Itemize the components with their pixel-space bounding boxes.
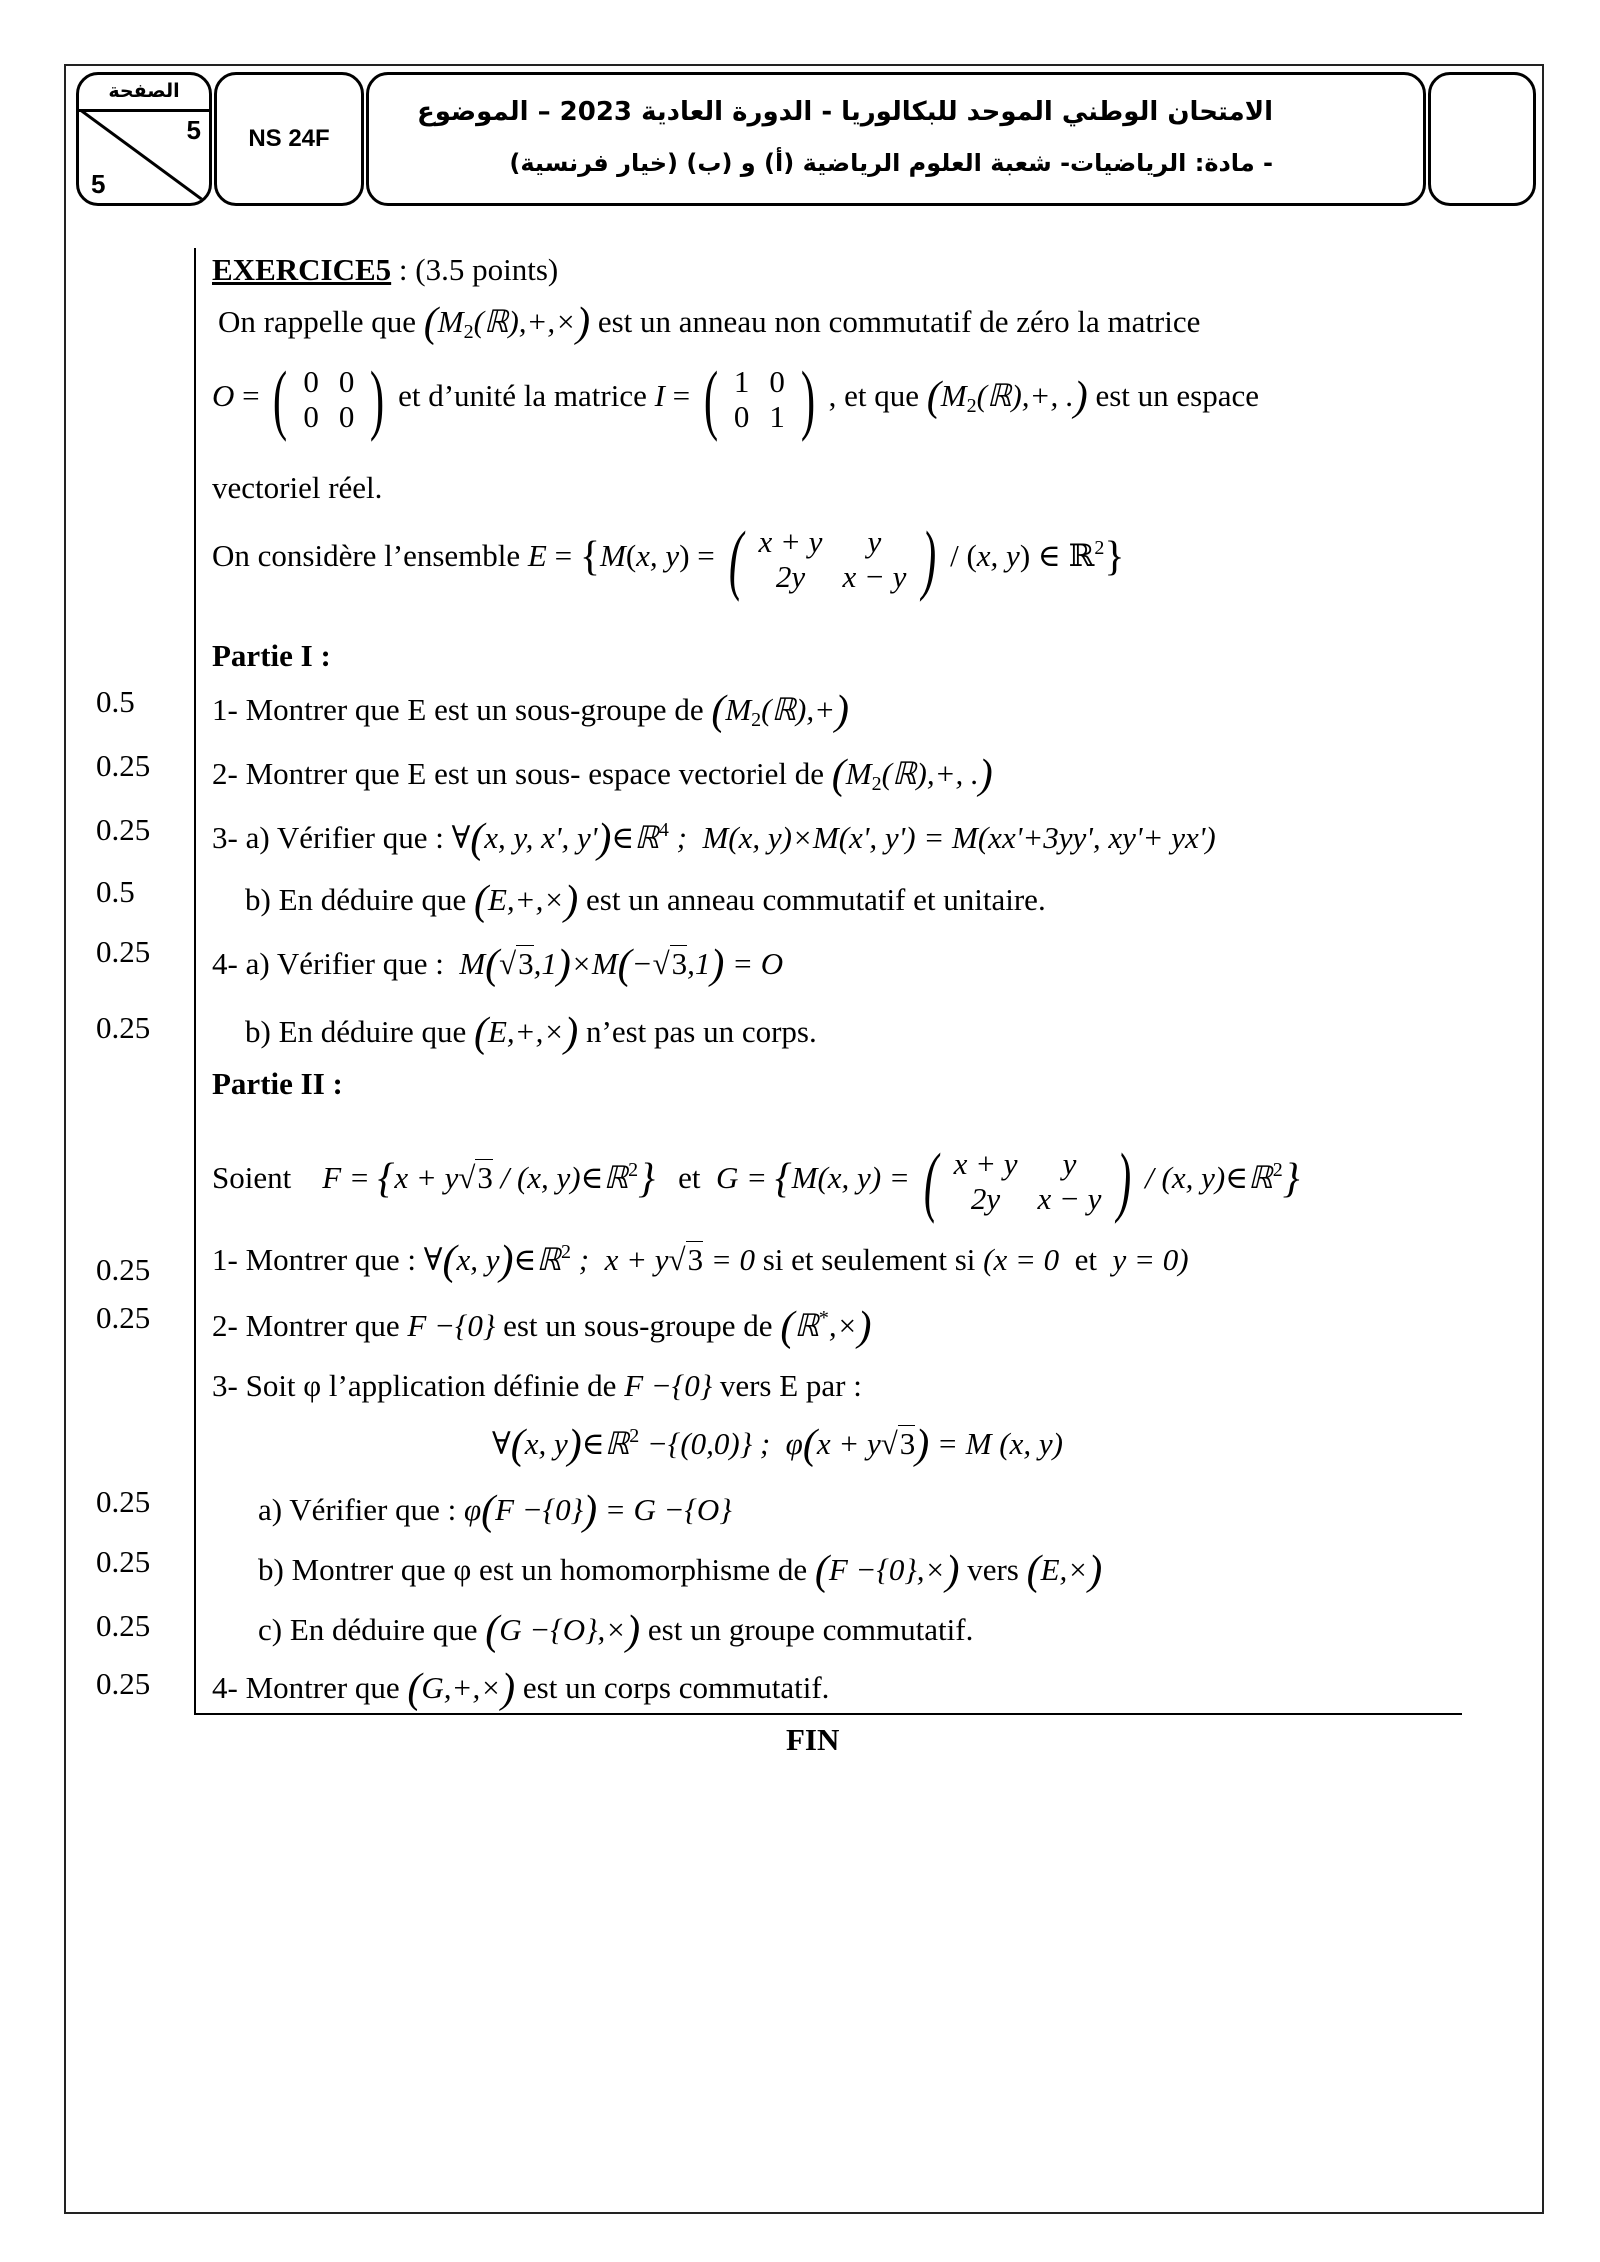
p2-q3c: c) En déduire que (G −{O},×) est un groupe commutatif. bbox=[258, 1608, 974, 1654]
points-p2-q3a: 0.25 bbox=[96, 1484, 151, 1519]
end-marker: FIN bbox=[786, 1722, 840, 1757]
sets-F-G-definition: Soient F = {x + y√3 / (x, y)∈ℝ$^2$} et G = {M(x, y) = ( x + y y 2y x − y ) / (x, y)∈ℝ$^2$} bbox=[212, 1137, 1300, 1224]
question-text: 2- Montrer que E est un sous- espace vectoriel de bbox=[212, 756, 832, 791]
exam-code-box bbox=[214, 72, 364, 206]
question-text: Soient bbox=[212, 1160, 292, 1196]
p2-q3: 3- Soit φ l’application définie de F −{0} vers E par : bbox=[212, 1368, 862, 1403]
intro-line-3: vectoriel réel. bbox=[212, 470, 383, 505]
question-text: b) En déduire que bbox=[245, 882, 474, 917]
p2-q4: 4- Montrer que (G,+,×) est un corps commutatif. bbox=[212, 1666, 830, 1712]
question-text: est un groupe commutatif. bbox=[640, 1612, 974, 1647]
question-text: 1- Montrer que E est un sous-groupe de bbox=[212, 692, 712, 727]
question-text: b) En déduire que bbox=[245, 1014, 474, 1049]
p2-q3b: b) Montrer que φ est un homomorphisme de (F −{0},×) vers (E,×) bbox=[258, 1548, 1103, 1594]
exercise-title: EXERCICE5 bbox=[212, 252, 392, 287]
question-text: b) Montrer que φ est un homomorphisme de bbox=[258, 1552, 815, 1587]
p2-q3-definition: ∀(x, y)∈ℝ$^2$ −{(0,0)} ; φ(x + y√3) = M (x, y) bbox=[492, 1422, 1063, 1468]
points-p1-q3b: 0.5 bbox=[96, 874, 135, 909]
exam-title-box bbox=[366, 72, 1426, 206]
p2-q1: 1- Montrer que : ∀(x, y)∈ℝ$^2$ ; x + y√3 = 0 si et seulement si (x = 0 et y = 0) bbox=[212, 1238, 1189, 1284]
matrix-M: ( x + y y 2y x − y ) bbox=[728, 515, 937, 602]
p2-q2: 2- Montrer que F −{0} est un sous-groupe de (ℝ*,×) bbox=[212, 1304, 872, 1350]
question-text: vers E par : bbox=[712, 1368, 862, 1403]
points-p2-q4: 0.25 bbox=[96, 1666, 151, 1701]
question-text: est un corps commutatif. bbox=[515, 1670, 830, 1705]
bottom-rule bbox=[194, 1713, 1462, 1715]
question-text: 4- Montrer que bbox=[212, 1670, 408, 1705]
intro-text: On considère l’ensemble bbox=[212, 538, 528, 574]
margin-rule bbox=[194, 248, 196, 1714]
intro-text: est un espace bbox=[1095, 378, 1260, 414]
empty-header-box bbox=[1428, 72, 1536, 206]
p1-q4a: 4- a) Vérifier que : M(√3,1)×M(−√3,1) = O bbox=[212, 942, 784, 988]
question-text: c) En déduire que bbox=[258, 1612, 486, 1647]
question-text: 1- Montrer que : bbox=[212, 1242, 424, 1277]
exercise-heading bbox=[212, 254, 558, 285]
question-text: est un sous-groupe de bbox=[495, 1308, 781, 1343]
points-p1-q4a: 0.25 bbox=[96, 934, 151, 969]
intro-line-2: O = ( 0 0 0 0 ) et d’unité la matrice I = ( 1 0 0 1 ) , et que ($M_2(ℝ),+$, .) est un espace bbox=[212, 355, 1260, 442]
question-text: 2- Montrer que bbox=[212, 1308, 408, 1343]
page-current: 5 bbox=[186, 115, 201, 145]
points-p1-q2: 0.25 bbox=[96, 748, 151, 783]
p1-q1: 1- Montrer que E est un sous-groupe de $(M_2(ℝ),+)$ bbox=[212, 688, 850, 734]
exam-title: الامتحان الوطني الموحد للبكالوريا - الدورة العادية 2023 – الموضوع bbox=[416, 97, 1273, 127]
points-p1-q3a: 0.25 bbox=[96, 812, 151, 847]
intro-line-1: On rappelle que $(M_2(ℝ),+,\times)$ est un anneau non commutatif de zéro la matrice bbox=[218, 300, 1201, 346]
p1-q3b: b) En déduire que (E,+,×) est un anneau commutatif et unitaire. bbox=[245, 878, 1046, 924]
points-p2-q1: 0.25 bbox=[96, 1252, 151, 1287]
page-total: 5 bbox=[91, 169, 106, 199]
partie2-title: Partie II : bbox=[212, 1066, 343, 1101]
exam-code: NS 24F bbox=[248, 125, 330, 152]
points-p1-q4b: 0.25 bbox=[96, 1010, 151, 1045]
points-p2-q3c: 0.25 bbox=[96, 1608, 151, 1643]
question-text: 4- a) Vérifier que : bbox=[212, 946, 452, 981]
question-text: a) Vérifier que : bbox=[258, 1492, 464, 1527]
intro-text: On rappelle que bbox=[218, 304, 424, 339]
intro-text: et d’unité la matrice bbox=[398, 378, 655, 414]
page-label: الصفحة bbox=[79, 75, 209, 112]
question-text: si et seulement si bbox=[754, 1242, 984, 1277]
question-text: vers bbox=[959, 1552, 1027, 1587]
exercise-points: : (3.5 points) bbox=[398, 252, 559, 287]
p2-q3a: a) Vérifier que : φ(F −{0}) = G −{O} bbox=[258, 1488, 732, 1534]
intro-text: est un anneau non commutatif de zéro la matrice bbox=[597, 304, 1201, 339]
p1-q4b: b) En déduire que (E,+,×) n’est pas un corps. bbox=[245, 1010, 817, 1056]
identity-matrix: ( 1 0 0 1 ) bbox=[703, 355, 816, 442]
question-text: et bbox=[678, 1160, 701, 1196]
points-p1-q1: 0.5 bbox=[96, 684, 135, 719]
question-text: est un anneau commutatif et unitaire. bbox=[578, 882, 1046, 917]
p1-q3a: 3- a) Vérifier que : ∀(x, y, x', y')∈ℝ$^4$ ; M(x, y)×M(x', y') = M(xx'+3yy', xy'+ yx') bbox=[212, 816, 1216, 862]
set-E-definition: On considère l’ensemble E = {M(x, y) = ( x + y y 2y x − y ) / (x, y) ∈ ℝ$^2$} bbox=[212, 515, 1125, 602]
question-text: n’est pas un corps. bbox=[578, 1014, 817, 1049]
zero-matrix: ( 0 0 0 0 ) bbox=[273, 355, 385, 442]
question-text: 3- Soit φ l’application définie de bbox=[212, 1368, 625, 1403]
page-number-box bbox=[76, 72, 212, 206]
points-p2-q3b: 0.25 bbox=[96, 1544, 151, 1579]
partie1-title: Partie I : bbox=[212, 638, 331, 673]
exam-subtitle: - مادة: الرياضيات- شعبة العلوم الرياضية (أ) و (ب) (خيار فرنسية) bbox=[509, 149, 1273, 177]
points-p2-q2: 0.25 bbox=[96, 1300, 151, 1335]
intro-text: , et que bbox=[828, 378, 927, 414]
matrix-G: ( x + y y 2y x − y ) bbox=[923, 1137, 1132, 1224]
p1-q2: 2- Montrer que E est un sous- espace vectoriel de ($M_2(ℝ),+$, .) bbox=[212, 752, 993, 798]
question-text: 3- a) Vérifier que : bbox=[212, 820, 452, 855]
